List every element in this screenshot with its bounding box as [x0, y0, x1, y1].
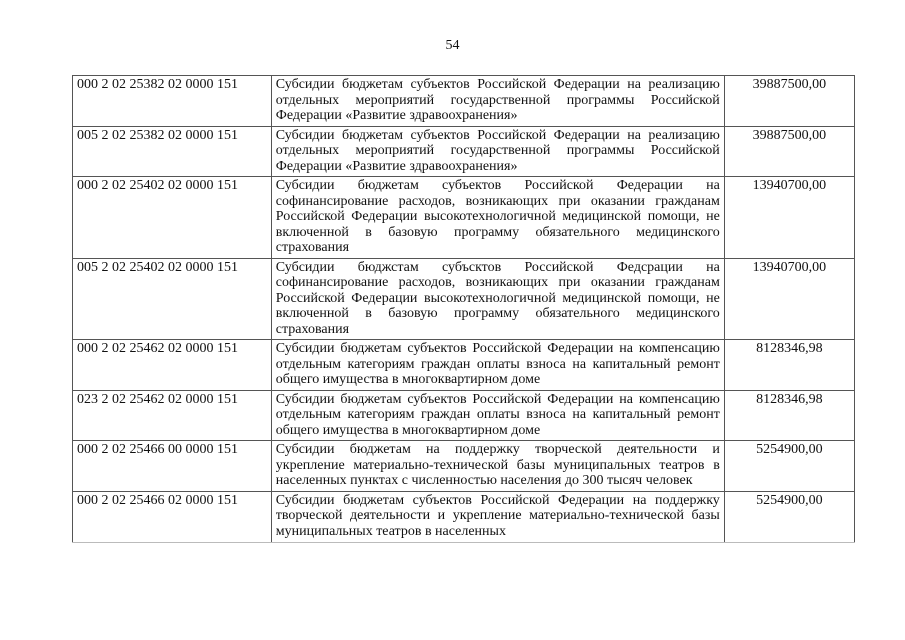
- description-cell: Субсидии бюджетам субъектов Российской Федерации на софинансирование расходов, возникающих при оказании гражданам Российской Федерации высокотехнологичной медицинской помощи, не включенной в базовую программу обязательного медицинского страхования: [271, 177, 724, 259]
- table-row: [73, 177, 855, 259]
- amount-cell: 13940700,00: [724, 258, 854, 340]
- page-number: 54: [445, 38, 460, 53]
- budget-code-cell: 000 2 02 25466 02 0000 151: [73, 491, 272, 542]
- amount-cell: 8128346,98: [724, 390, 854, 441]
- budget-code-cell: 000 2 02 25382 02 0000 151: [73, 76, 272, 127]
- table-row: [73, 441, 855, 492]
- budget-code-cell: 005 2 02 25402 02 0000 151: [73, 258, 272, 340]
- budget-code-cell: 005 2 02 25382 02 0000 151: [73, 126, 272, 177]
- table-row: [73, 76, 855, 127]
- description-cell: Субсидии бюджстам субъсктов Российской Федсрации на софинансирование расходов, возникающих при оказании гражданам Российской Федерации высокотехнологичной медицинской помощи, не включенной в базовую программу обязательного медицинского страхования: [271, 258, 724, 340]
- budget-code-cell: 023 2 02 25462 02 0000 151: [73, 390, 272, 441]
- table-row: [73, 126, 855, 177]
- description-cell: [271, 491, 724, 542]
- amount-cell: 39887500,00: [724, 76, 854, 127]
- table-row: [73, 340, 855, 391]
- budget-code-cell: 000 2 02 25466 00 0000 151: [73, 441, 272, 492]
- budget-code-cell: 000 2 02 25462 02 0000 151: [73, 340, 272, 391]
- table-row: [73, 258, 855, 340]
- description-cell: Субсидии бюджетам субъектов Российской Федерации на реализацию отдельных мероприятий государственной программы Российской Федерации «Развитие здравоохранения»: [271, 126, 724, 177]
- amount-cell: 8128346,98: [724, 340, 854, 391]
- description-cell: Субсидии бюджетам субъектов Российской Федерации на компенсацию отдельным категориям граждан оплаты взноса на капитальный ремонт общего имущества в многоквартирном доме: [271, 390, 724, 441]
- description-cell: Субсидии бюджетам субъектов Российской Федерации на компенсацию отдельным категориям граждан оплаты взноса на капитальный ремонт общего имущества в многоквартирном доме: [271, 340, 724, 391]
- description-cell: Субсидии бюджетам на поддержку творческой деятельности и укрепление материально-технической базы муниципальных театров в населенных пунктах с численностью населения до 300 тысяч человек: [271, 441, 724, 492]
- amount-cell: 39887500,00: [724, 126, 854, 177]
- budget-code-cell: 000 2 02 25402 02 0000 151: [73, 177, 272, 259]
- budget-revenue-table: [72, 75, 855, 543]
- description-cell: Субсидии бюджетам субъектов Российской Федерации на реализацию отдельных мероприятий государственной программы Российской Федерации «Развитие здравоохранения»: [271, 76, 724, 127]
- amount-cell: 13940700,00: [724, 177, 854, 259]
- table-row: [73, 390, 855, 441]
- description-text: Субсидии бюджетам субъектов Российской Федерации на поддержку творческой деятельности и укрепление материально-технической базы муниципальных театров в населенных: [275, 492, 720, 539]
- amount-cell: 5254900,00: [724, 441, 854, 492]
- amount-cell: 5254900,00: [724, 491, 854, 542]
- table-row: [73, 491, 855, 542]
